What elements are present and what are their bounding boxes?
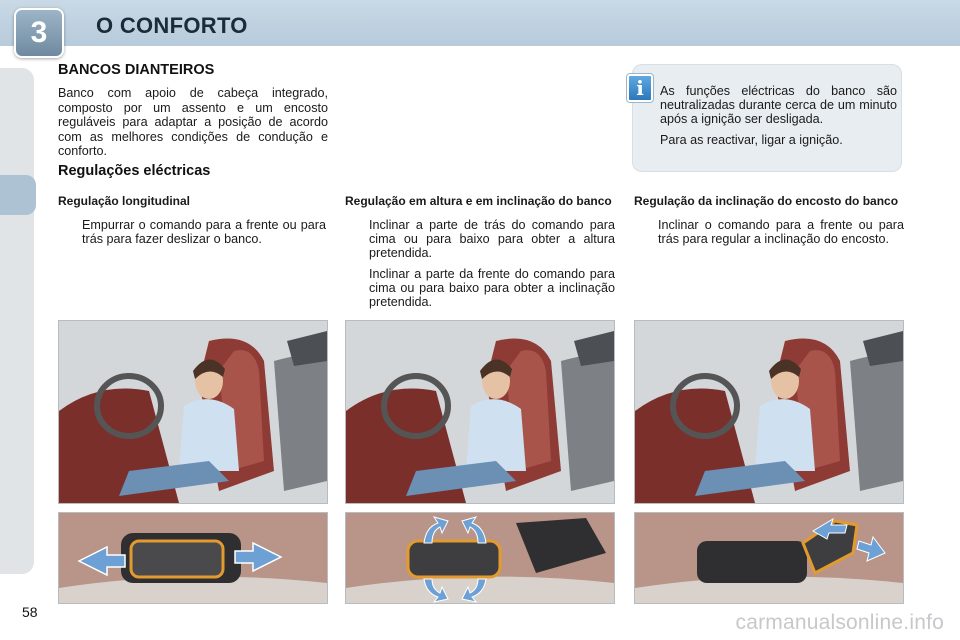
page-number: 58: [22, 604, 38, 620]
watermark: carmanualsonline.info: [735, 611, 944, 634]
seat-switch-icon: [635, 513, 903, 603]
car-interior-icon: [59, 321, 327, 503]
column-backrest: [634, 195, 904, 252]
list-item: [634, 218, 904, 246]
list-item-text: Inclinar o comando para a frente ou para trás para regular a inclinação do encosto.: [658, 218, 904, 247]
list-item-text: Inclinar a parte da frente do comando para cima ou para baixo para obter a inclinação pretendida.: [369, 266, 615, 310]
column-longitudinal: [58, 195, 326, 252]
switch-closeup-longitudinal: [58, 512, 328, 604]
info-paragraph-1: As funções eléctricas do banco são neutralizadas durante cerca de um minuto após a ignição ser desligada.: [660, 84, 897, 127]
list-item-text: Empurrar o comando para a frente ou para trás para fazer deslizar o banco.: [82, 218, 326, 247]
info-text: [660, 84, 897, 153]
list-item: [58, 218, 326, 246]
left-rail: [0, 68, 34, 574]
seat-switch-icon: [346, 513, 614, 603]
switch-closeup-backrest: [634, 512, 904, 604]
column-height-tilt: [345, 195, 615, 315]
car-interior-icon: [635, 321, 903, 503]
chapter-badge: [14, 8, 64, 58]
chapter-number: 3: [30, 16, 48, 49]
column-title: Regulação longitudinal: [58, 194, 191, 208]
seat-illustration-1: [58, 320, 328, 504]
intro-paragraph: Banco com apoio de cabeça integrado, composto por um assento e um encosto reguláveis para adaptar a posição de acordo com as melhores condições de condução e conforto.: [58, 86, 328, 159]
seat-illustration-3: [634, 320, 904, 504]
chapter-tab[interactable]: [0, 175, 36, 215]
list-item-text: Inclinar a parte de trás do comando para cima ou para baixo para obter a altura pretendida.: [369, 218, 615, 261]
column-title: Regulação em altura e em inclinação do banco: [345, 194, 612, 208]
info-icon: i: [627, 74, 653, 102]
list-item: [345, 267, 615, 310]
seat-switch-icon: [59, 513, 327, 603]
list-item: [345, 218, 615, 261]
car-interior-icon: [346, 321, 614, 503]
subsection-title: Regulações eléctricas: [58, 163, 211, 179]
page-title: O CONFORTO: [96, 13, 248, 38]
info-paragraph-2: Para as reactivar, ligar a ignição.: [660, 132, 843, 147]
switch-closeup-height-tilt: [345, 512, 615, 604]
column-title: Regulação da inclinação do encosto do banco: [634, 194, 899, 208]
seat-illustration-2: [345, 320, 615, 504]
section-title: BANCOS DIANTEIROS: [58, 62, 215, 78]
